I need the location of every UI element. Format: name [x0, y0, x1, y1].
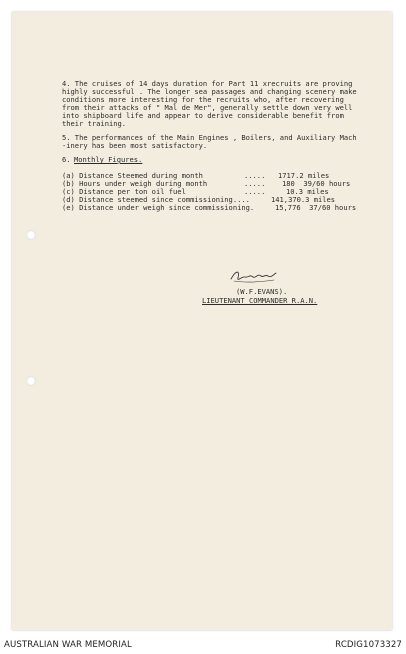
figure-dots: ..... — [244, 187, 266, 196]
archive-credit: AUSTRALIAN WAR MEMORIAL — [4, 640, 132, 650]
section-6-title: Monthly Figures. — [74, 155, 143, 164]
para5-line: -inery has been most satisfactory. — [62, 141, 208, 150]
figure-label: (b) Hours under weigh during month — [62, 179, 208, 188]
figure-value: 1717.2 miles — [278, 171, 330, 180]
handwritten-signature — [228, 264, 278, 286]
figure-dots: ..... — [244, 171, 266, 180]
section-6-number: 6. — [62, 155, 71, 164]
para4-line: highly successful . The longer sea passages and changing scenery make — [62, 87, 357, 96]
figure-label: (e) Distance under weigh since commissioning. — [62, 203, 255, 212]
para4-line: 4. The cruises of 14 days duration for Part 11 xrecruits are proving — [62, 79, 353, 88]
signatory-rank: LIEUTENANT COMMANDER R.A.N. — [202, 296, 318, 305]
record-id: RCDIG1073327 — [335, 640, 402, 650]
para4-line: from their attacks of " Mal de Mer", generally settle down very well — [62, 103, 353, 112]
para4-line: conditions more interesting for the recruits who, after recovering — [62, 95, 344, 104]
figure-value: 180 39/60 hours — [282, 179, 351, 188]
figure-dots: ..... — [244, 179, 266, 188]
para4-line: their training. — [62, 119, 127, 128]
figure-value: 141,370.3 miles — [271, 195, 336, 204]
para5-line: 5. The performances of the Main Engines , Boilers, and Auxiliary Mach — [62, 133, 357, 142]
signatory-name: (W.F.EVANS). — [236, 287, 288, 296]
figure-label: (c) Distance per ton oil fuel — [62, 187, 186, 196]
punch-hole-top — [26, 230, 36, 240]
figure-value: 15,776 37/60 hours — [275, 203, 357, 212]
para4-line: into shipboard life and appear to derive considerable benefit from — [62, 111, 344, 120]
figure-label: (d) Distance steemed since commissioning.... — [62, 195, 250, 204]
figure-label: (a) Distance Steemed during month — [62, 171, 203, 180]
figure-value: 10.3 miles — [286, 187, 329, 196]
punch-hole-bottom — [26, 376, 36, 386]
